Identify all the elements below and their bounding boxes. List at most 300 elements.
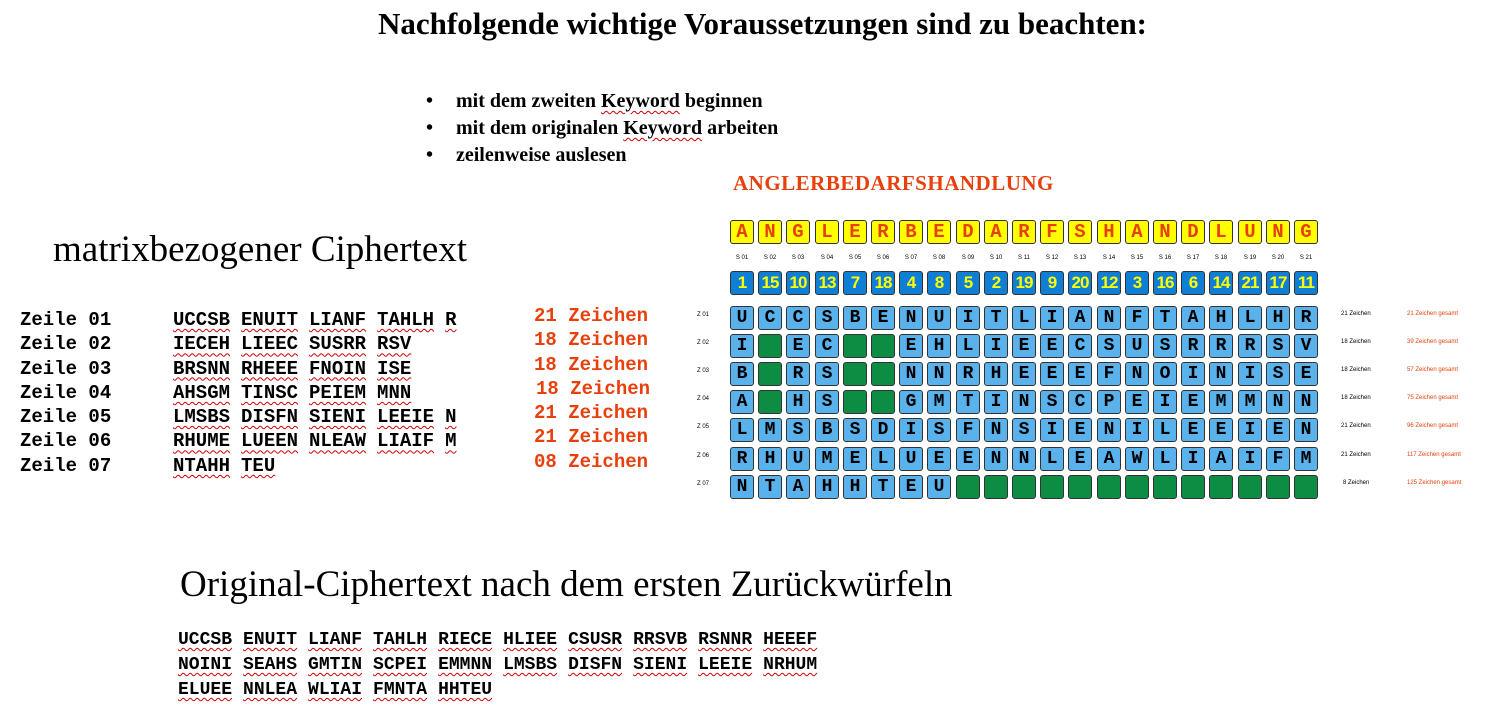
column-label: S 18	[1214, 255, 1228, 261]
bullet-icon: •	[426, 144, 434, 166]
matrix-cell: R	[786, 362, 810, 386]
cipher-group: LIAIF	[377, 430, 435, 453]
row-total: 21 Zeichen gesamt	[1407, 311, 1459, 317]
column-label: S 05	[848, 255, 862, 261]
matrix-cell: F	[1097, 362, 1121, 386]
matrix-cell: L	[1040, 447, 1064, 471]
cipher-group: BRSNN	[173, 357, 231, 380]
cipher-group: RHUME	[173, 430, 231, 453]
row-count: 8 Zeichen	[1343, 480, 1370, 486]
cipher-group: HLIEE	[503, 630, 558, 650]
blocked-cell	[1294, 475, 1318, 499]
matrix-cell: A	[730, 390, 754, 414]
matrix-cell: W	[1125, 447, 1149, 471]
matrix-cell: T	[758, 475, 782, 499]
row-label: Zeile 04	[20, 381, 112, 404]
matrix-cell: M	[1209, 390, 1233, 414]
list-item	[426, 115, 778, 142]
blocked-cell	[871, 334, 895, 358]
row-label: Z 03	[697, 368, 710, 374]
matrix-cell: I	[1238, 362, 1262, 386]
matrix-cell: S	[1097, 334, 1121, 358]
bullet-icon: •	[426, 90, 434, 112]
keyword-letter-cell: A	[984, 220, 1008, 244]
matrix-cell: S	[927, 418, 951, 442]
matrix-cell: E	[786, 334, 810, 358]
cipher-group: RSV	[377, 333, 412, 356]
matrix-cell: N	[1294, 390, 1318, 414]
matrix-cell: E	[1012, 362, 1036, 386]
row-label: Zeile 03	[20, 357, 112, 380]
blocked-cell	[956, 475, 980, 499]
matrix-cell: N	[1012, 390, 1036, 414]
matrix-cell: S	[815, 390, 839, 414]
matrix-cell: I	[1040, 306, 1064, 330]
matrix-cell: E	[1012, 334, 1036, 358]
matrix-cell: E	[1068, 447, 1092, 471]
matrix-cell: M	[1238, 390, 1262, 414]
column-label: S 09	[961, 255, 975, 261]
row-total: 57 Zeichen gesamt	[1407, 367, 1459, 373]
matrix-cell: B	[843, 306, 867, 330]
row-count: 21 Zeichen	[1341, 452, 1371, 458]
keyword-letter-cell: S	[1068, 220, 1092, 244]
cipher-group: TAHLH	[377, 309, 435, 331]
row-count: 18 Zeichen	[1341, 367, 1371, 373]
matrix-cell: S	[843, 418, 867, 442]
row-label: Zeile 02	[20, 333, 112, 356]
column-label: S 13	[1073, 255, 1087, 261]
column-label: S 15	[1130, 255, 1144, 261]
column-label: S 14	[1102, 255, 1116, 261]
row-label: Z 06	[697, 453, 710, 459]
matrix-cell: A	[1097, 447, 1121, 471]
ciphertext-line	[178, 630, 828, 655]
blocked-cell	[1209, 475, 1233, 499]
matrix-cell: E	[1040, 334, 1064, 358]
column-number-cell: 8	[927, 271, 951, 295]
cipher-group: WLIAI	[308, 680, 363, 700]
matrix-cell: U	[927, 475, 951, 499]
row-label: Zeile 01	[20, 309, 112, 331]
keyword-letter-cell: D	[1181, 220, 1205, 244]
matrix-cell: N	[899, 362, 923, 386]
cipher-group: RSNNR	[698, 630, 753, 650]
matrix-cell: S	[1040, 390, 1064, 414]
keyword-letter-cell: U	[1238, 220, 1262, 244]
cipher-group: TAHLH	[373, 630, 428, 650]
matrix-cell: R	[956, 362, 980, 386]
matrix-cell: C	[758, 306, 782, 330]
row-total: 75 Zeichen gesamt	[1407, 395, 1459, 401]
column-label: S 10	[989, 255, 1003, 261]
matrix-cell: L	[1012, 306, 1036, 330]
column-label: S 02	[763, 255, 777, 261]
column-number-cell: 9	[1040, 271, 1064, 295]
matrix-cell: D	[871, 418, 895, 442]
matrix-cell: N	[1097, 418, 1121, 442]
bullet-icon: •	[426, 117, 434, 139]
column-label: S 07	[904, 255, 918, 261]
cipher-group: LMSBS	[173, 406, 231, 429]
cipher-group: RRSVB	[633, 630, 688, 650]
cipher-group: NLEAW	[309, 430, 367, 453]
matrix-cell: E	[1068, 418, 1092, 442]
cipher-group: SIENI	[309, 406, 367, 429]
row-label: Zeile 06	[20, 430, 112, 453]
row-count: 21 Zeichen	[534, 402, 649, 425]
matrix-cell: N	[1266, 390, 1290, 414]
column-number-cell: 15	[758, 271, 782, 295]
list-item	[426, 88, 778, 115]
column-label: S 03	[791, 255, 805, 261]
matrix-cell: S	[1012, 418, 1036, 442]
column-number-cell: 11	[1294, 271, 1318, 295]
cipher-group: LIANF	[308, 630, 363, 650]
column-number-cell: 4	[899, 271, 923, 295]
column-number-cell: 5	[956, 271, 980, 295]
matrix-cell: C	[1068, 334, 1092, 358]
matrix-cell: A	[1068, 306, 1092, 330]
matrix-cell: F	[1125, 306, 1149, 330]
matrix-cell: V	[1294, 334, 1318, 358]
matrix-cell: I	[1153, 390, 1177, 414]
keyword-letter-cell: G	[786, 220, 810, 244]
row-count: 21 Zeichen	[1341, 423, 1371, 429]
matrix-cell: H	[843, 475, 867, 499]
column-label: S 04	[820, 255, 834, 261]
matrix-cell: M	[1294, 447, 1318, 471]
cipher-group: RHEEE	[241, 357, 299, 380]
row-count: 21 Zeichen	[1341, 311, 1371, 317]
row-label: Z 05	[697, 424, 710, 430]
matrix-cell: M	[815, 447, 839, 471]
matrix-cell: H	[815, 475, 839, 499]
matrix-cell: A	[786, 475, 810, 499]
cipher-group: UCCSB	[173, 309, 231, 331]
bullet-text-pre: mit dem zweiten	[456, 90, 601, 112]
cipher-group: TEU	[241, 454, 276, 477]
matrix-cell: S	[1266, 334, 1290, 358]
matrix-cell: E	[843, 447, 867, 471]
row-count: 21 Zeichen	[534, 426, 649, 449]
matrix-cell: R	[730, 447, 754, 471]
row-groups	[173, 358, 422, 380]
cipher-group: GMTIN	[308, 655, 363, 675]
cipher-group: EMMNN	[438, 655, 493, 675]
ciphertext-line	[178, 655, 828, 680]
blocked-cell	[984, 475, 1008, 499]
cipher-group: MNN	[377, 381, 412, 404]
matrix-cell: E	[1040, 362, 1064, 386]
matrix-cell: R	[1181, 334, 1205, 358]
matrix-cell: L	[1153, 447, 1177, 471]
matrix-cell: R	[1238, 334, 1262, 358]
matrix-cell: O	[1153, 362, 1177, 386]
blocked-cell	[871, 390, 895, 414]
blocked-cell	[1266, 475, 1290, 499]
cipher-group: RIECE	[438, 630, 493, 650]
column-label: S 16	[1158, 255, 1172, 261]
matrix-cell: H	[927, 334, 951, 358]
matrix-cell: B	[815, 418, 839, 442]
cipher-group: NRHUM	[763, 655, 818, 675]
row-groups	[173, 455, 286, 477]
cipher-group: IECEH	[173, 333, 231, 356]
cipher-group: LMSBS	[503, 655, 558, 675]
cipher-group: SUSRR	[309, 333, 367, 356]
matrix-cell: S	[786, 418, 810, 442]
blocked-cell	[758, 362, 782, 386]
keyword-letter-cell: N	[1266, 220, 1290, 244]
matrix-cell: B	[730, 362, 754, 386]
column-number-cell: 20	[1068, 271, 1092, 295]
original-ciphertext-heading: Original-Ciphertext nach dem ersten Zurückwürfeln	[180, 564, 953, 605]
row-count: 18 Zeichen	[534, 353, 649, 376]
cipher-group: ELUEE	[178, 680, 233, 700]
bullet-text-pre: zeilenweise auslesen	[456, 144, 627, 166]
matrix-cell: N	[984, 418, 1008, 442]
matrix-cell: E	[899, 475, 923, 499]
row-groups	[173, 406, 467, 428]
matrix-cell: I	[899, 418, 923, 442]
cipher-group: N	[445, 406, 457, 429]
column-number-cell: 16	[1153, 271, 1177, 295]
row-count: 08 Zeichen	[534, 450, 649, 473]
matrix-cell: S	[815, 306, 839, 330]
keyword-letter-cell: H	[1097, 220, 1121, 244]
blocked-cell	[1012, 475, 1036, 499]
matrix-cell: E	[899, 334, 923, 358]
matrix-cell: C	[1068, 390, 1092, 414]
blocked-cell	[1125, 475, 1149, 499]
blocked-cell	[1068, 475, 1092, 499]
matrix-cell: M	[758, 418, 782, 442]
matrix-cell: U	[1125, 334, 1149, 358]
column-number-cell: 13	[815, 271, 839, 295]
matrix-cell: E	[1294, 362, 1318, 386]
matrix-cell: A	[1181, 306, 1205, 330]
cipher-group: NNLEA	[243, 680, 298, 700]
blocked-cell	[758, 334, 782, 358]
keyword-letter-cell: L	[1209, 220, 1233, 244]
row-groups	[173, 333, 422, 355]
bullet-text-post: beginnen	[679, 90, 763, 112]
blocked-cell	[1153, 475, 1177, 499]
blocked-cell	[758, 390, 782, 414]
cipher-group: DISFN	[568, 655, 623, 675]
row-groups	[173, 430, 467, 452]
cipher-group: CSUSR	[568, 630, 623, 650]
cipher-group: LEEIE	[698, 655, 753, 675]
matrix-cell: I	[1238, 447, 1262, 471]
bullet-text-keyword: Keyword	[623, 117, 703, 139]
matrix-cell: U	[927, 306, 951, 330]
matrix-cell: I	[956, 306, 980, 330]
column-number-cell: 2	[984, 271, 1008, 295]
matrix-cell: F	[956, 418, 980, 442]
matrix-cell: R	[1209, 334, 1233, 358]
keyword-letter-cell: A	[1125, 220, 1149, 244]
row-count: 18 Zeichen	[1341, 339, 1371, 345]
column-label: S 12	[1045, 255, 1059, 261]
row-groups	[173, 309, 467, 331]
keyword-letter-cell: E	[927, 220, 951, 244]
row-count: 18 Zeichen	[536, 377, 651, 400]
column-label: S 20	[1271, 255, 1285, 261]
matrix-cell: N	[899, 306, 923, 330]
requirements-list	[426, 88, 778, 169]
blocked-cell	[843, 334, 867, 358]
matrix-cell: L	[1238, 306, 1262, 330]
matrix-cell: T	[1153, 306, 1177, 330]
keyword-letter-cell: F	[1040, 220, 1064, 244]
row-total: 39 Zeichen gesamt	[1407, 339, 1459, 345]
ciphertext-line	[178, 680, 828, 705]
cipher-group: UCCSB	[178, 630, 233, 650]
keyword-letter-cell: E	[843, 220, 867, 244]
cipher-group: ENUIT	[241, 309, 299, 331]
matrix-cell: E	[1181, 418, 1205, 442]
row-total: 117 Zeichen gesamt	[1407, 452, 1461, 458]
column-number-cell: 17	[1266, 271, 1290, 295]
blocked-cell	[1097, 475, 1121, 499]
column-number-cell: 18	[871, 271, 895, 295]
cipher-group: TINSC	[241, 381, 299, 404]
matrix-cell: I	[984, 334, 1008, 358]
cipher-group: M	[445, 430, 457, 453]
cipher-group: LUEEN	[241, 430, 299, 453]
matrix-cell: C	[815, 334, 839, 358]
matrix-cell: P	[1097, 390, 1121, 414]
keyword-title: ANGLERBEDARFSHANDLUNG	[733, 171, 1054, 195]
matrix-ciphertext-heading: matrixbezogener Ciphertext	[53, 229, 468, 270]
cipher-group: R	[445, 309, 457, 331]
matrix-cell: U	[730, 306, 754, 330]
matrix-cell: E	[1181, 390, 1205, 414]
cipher-group: FNOIN	[309, 357, 367, 380]
matrix-cell: E	[927, 447, 951, 471]
column-number-cell: 12	[1097, 271, 1121, 295]
matrix-cell: E	[1209, 418, 1233, 442]
row-label: Z 02	[697, 340, 710, 346]
blocked-cell	[1040, 475, 1064, 499]
keyword-letter-cell: R	[1012, 220, 1036, 244]
matrix-cell: E	[1125, 390, 1149, 414]
matrix-cell: T	[984, 306, 1008, 330]
matrix-cell: I	[1238, 418, 1262, 442]
matrix-cell: N	[984, 447, 1008, 471]
matrix-cell: T	[871, 475, 895, 499]
matrix-cell: N	[730, 475, 754, 499]
cipher-group: DISFN	[241, 406, 299, 429]
cipher-group: ENUIT	[243, 630, 298, 650]
cipher-group: SCPEI	[373, 655, 428, 675]
matrix-cell: I	[984, 390, 1008, 414]
matrix-cell: E	[956, 447, 980, 471]
matrix-cell: H	[984, 362, 1008, 386]
column-number-cell: 7	[843, 271, 867, 295]
matrix-cell: N	[1097, 306, 1121, 330]
column-label: S 01	[735, 255, 749, 261]
keyword-letter-cell: B	[899, 220, 923, 244]
bullet-text-post: arbeiten	[702, 117, 779, 139]
matrix-cell: M	[927, 390, 951, 414]
column-number-cell: 10	[786, 271, 810, 295]
row-total: 125 Zeichen gesamt	[1407, 480, 1462, 486]
keyword-letter-cell: L	[815, 220, 839, 244]
keyword-letter-cell: G	[1294, 220, 1318, 244]
matrix-cell: S	[815, 362, 839, 386]
matrix-cell: N	[1209, 362, 1233, 386]
row-count: 21 Zeichen	[534, 305, 649, 327]
column-label: S 08	[932, 255, 946, 261]
cipher-group: FMNTA	[373, 680, 428, 700]
column-label: S 17	[1186, 255, 1200, 261]
matrix-cell: S	[1266, 362, 1290, 386]
list-item	[426, 142, 778, 169]
cipher-group: PEIEM	[309, 381, 367, 404]
keyword-letter-cell: N	[1153, 220, 1177, 244]
bullet-text-keyword: Keyword	[600, 90, 680, 112]
column-label: S 06	[876, 255, 890, 261]
matrix-cell: F	[1266, 447, 1290, 471]
column-number-cell: 3	[1125, 271, 1149, 295]
cipher-group: HHTEU	[438, 680, 493, 700]
cipher-group: NTAHH	[173, 454, 231, 477]
matrix-cell: U	[899, 447, 923, 471]
column-number-cell: 21	[1238, 271, 1262, 295]
matrix-cell: H	[1209, 306, 1233, 330]
row-label: Z 04	[697, 396, 710, 402]
matrix-cell: L	[1153, 418, 1177, 442]
blocked-cell	[843, 390, 867, 414]
matrix-cell: H	[786, 390, 810, 414]
original-ciphertext-lines	[178, 630, 828, 705]
matrix-cell: N	[1125, 362, 1149, 386]
matrix-cell: N	[1294, 418, 1318, 442]
matrix-cell: G	[899, 390, 923, 414]
matrix-cell: I	[1181, 362, 1205, 386]
cipher-group: SIENI	[633, 655, 688, 675]
row-total: 96 Zeichen gesamt	[1407, 423, 1459, 429]
matrix-cell: E	[871, 306, 895, 330]
bullet-text-pre: mit dem originalen	[456, 117, 624, 139]
matrix-cell: N	[927, 362, 951, 386]
matrix-cell: L	[730, 418, 754, 442]
blocked-cell	[871, 362, 895, 386]
row-count: 18 Zeichen	[534, 329, 649, 352]
column-number-cell: 19	[1012, 271, 1036, 295]
column-label: S 11	[1018, 255, 1030, 261]
row-groups	[173, 382, 422, 404]
matrix-cell: U	[786, 447, 810, 471]
matrix-cell: C	[786, 306, 810, 330]
matrix-cell: I	[1125, 418, 1149, 442]
cipher-group: LIEEC	[241, 333, 299, 356]
column-number-cell: 1	[730, 271, 754, 295]
matrix-cell: A	[1209, 447, 1233, 471]
matrix-cell: I	[1040, 418, 1064, 442]
row-label: Z 07	[697, 481, 710, 487]
matrix-cell: T	[956, 390, 980, 414]
matrix-cell: L	[871, 447, 895, 471]
cipher-group: LEEIE	[377, 406, 435, 429]
column-label: S 21	[1299, 255, 1313, 261]
cipher-group: HEEEF	[763, 630, 818, 650]
column-number-cell: 14	[1209, 271, 1233, 295]
matrix-cell: H	[758, 447, 782, 471]
